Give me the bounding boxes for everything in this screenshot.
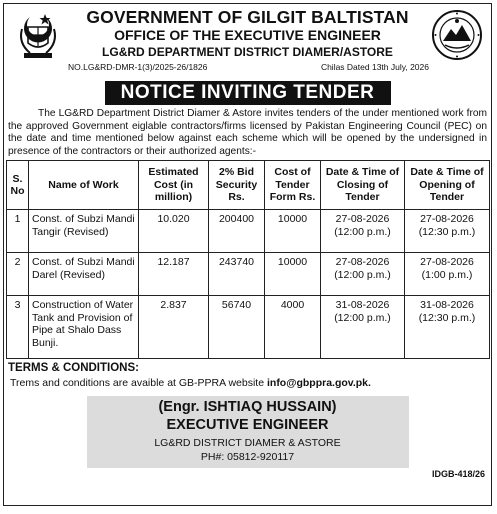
header-bid-security: 2% Bid Security Rs. (209, 161, 265, 210)
closing-date: 31-08-2026 (335, 299, 390, 311)
cell-closing (321, 253, 405, 296)
signatory-department: LG&RD DISTRICT DIAMER & ASTORE (154, 437, 341, 449)
terms-heading: TERMS & CONDITIONS: (8, 362, 139, 374)
terms-body: Trems and conditions are avaible at GB-PPRA website (10, 377, 267, 389)
signatory-title: EXECUTIVE ENGINEER (166, 417, 329, 433)
cell-closing (321, 296, 405, 359)
cell-opening (405, 253, 490, 296)
cell-sno: 1 (7, 210, 29, 253)
tender-notice (3, 3, 492, 506)
closing-time: (12:00 p.m.) (334, 225, 391, 238)
table-row (7, 253, 490, 296)
header-sno: S. No (7, 161, 29, 210)
opening-date: 27-08-2026 (420, 256, 474, 268)
table-header-row (7, 161, 490, 210)
cell-security: 56740 (209, 296, 265, 359)
closing-date: 27-08-2026 (335, 213, 390, 225)
header-government: GOVERNMENT OF GILGIT BALTISTAN (86, 7, 409, 27)
header-name-of-work: Name of Work (29, 161, 139, 210)
cell-work-name: Const. of Subzi Mandi Tangir (Revised) (29, 210, 139, 253)
cell-cost: 10.020 (139, 210, 209, 253)
header-tender-form-cost: Cost of Tender Form Rs. (265, 161, 321, 210)
cell-work-name: Const. of Subzi Mandi Darel (Revised) (29, 253, 139, 296)
notice-date: Chilas Dated 13th July, 2026 (320, 62, 429, 72)
header-office: OFFICE OF THE EXECUTIVE ENGINEER (114, 27, 381, 43)
cell-sno: 2 (7, 253, 29, 296)
cell-closing (321, 210, 405, 253)
cell-form-cost: 10000 (265, 210, 321, 253)
header-opening-date: Date & Time of Opening of Tender (405, 161, 490, 210)
gilgit-baltistan-seal-icon (431, 9, 483, 61)
closing-time: (12:00 p.m.) (334, 268, 391, 281)
opening-date: 27-08-2026 (420, 213, 474, 225)
closing-date: 27-08-2026 (335, 256, 390, 268)
header-department: LG&RD DEPARTMENT DISTRICT DIAMER/ASTORE (102, 45, 393, 59)
signature-block (87, 396, 409, 468)
cell-form-cost: 4000 (265, 296, 321, 359)
tender-table (6, 160, 490, 359)
opening-time: (1:00 p.m.) (421, 268, 473, 281)
opening-date: 31-08-2026 (420, 299, 474, 311)
cell-opening (405, 210, 490, 253)
cell-cost: 2.837 (139, 296, 209, 359)
closing-time: (12:00 p.m.) (334, 311, 391, 324)
signatory-name: (Engr. ISHTIAQ HUSSAIN) (158, 399, 337, 415)
signatory-phone: PH#: 05812-920117 (200, 451, 295, 463)
terms-email-link[interactable]: info@gbppra.gov.pk. (266, 377, 371, 389)
advert-id-code: IDGB-418/26 (431, 469, 485, 479)
header-closing-date: Date & Time of Closing of Tender (321, 161, 405, 210)
cell-sno: 3 (7, 296, 29, 359)
terms-text (4, 375, 491, 390)
cell-security: 243740 (209, 253, 265, 296)
cell-cost: 12.187 (139, 253, 209, 296)
cell-opening (405, 296, 490, 359)
pakistan-emblem-icon (12, 9, 64, 61)
cell-form-cost: 10000 (265, 253, 321, 296)
table-row (7, 296, 490, 359)
opening-time: (12:30 p.m.) (418, 225, 476, 238)
notice-title-banner: NOTICE INVITING TENDER (105, 81, 391, 105)
opening-time: (12:30 p.m.) (418, 311, 476, 324)
header-estimated-cost: Estimated Cost (in million) (139, 161, 209, 210)
intro-paragraph: The LG&RD Department District Diamer & Astore invites tenders of the under mentioned work from the approved Government eiglable contractors/firms licensed by Pakistan Engineering Council (PEC) on the date and time mentioned below against each scheme which will be opened by the undersigned in presence of the contractors or their authorized agents:- (8, 108, 487, 157)
letterhead (4, 4, 491, 60)
reference-number: NO.LG&RD-DMR-1(3)/2025-26/1826 (68, 62, 208, 72)
reference-line (4, 62, 491, 75)
table-row (7, 210, 490, 253)
cell-work-name: Construction of Water Tank and Provision of Pipe at Shalo Dass Bunji. (29, 296, 139, 359)
cell-security: 200400 (209, 210, 265, 253)
